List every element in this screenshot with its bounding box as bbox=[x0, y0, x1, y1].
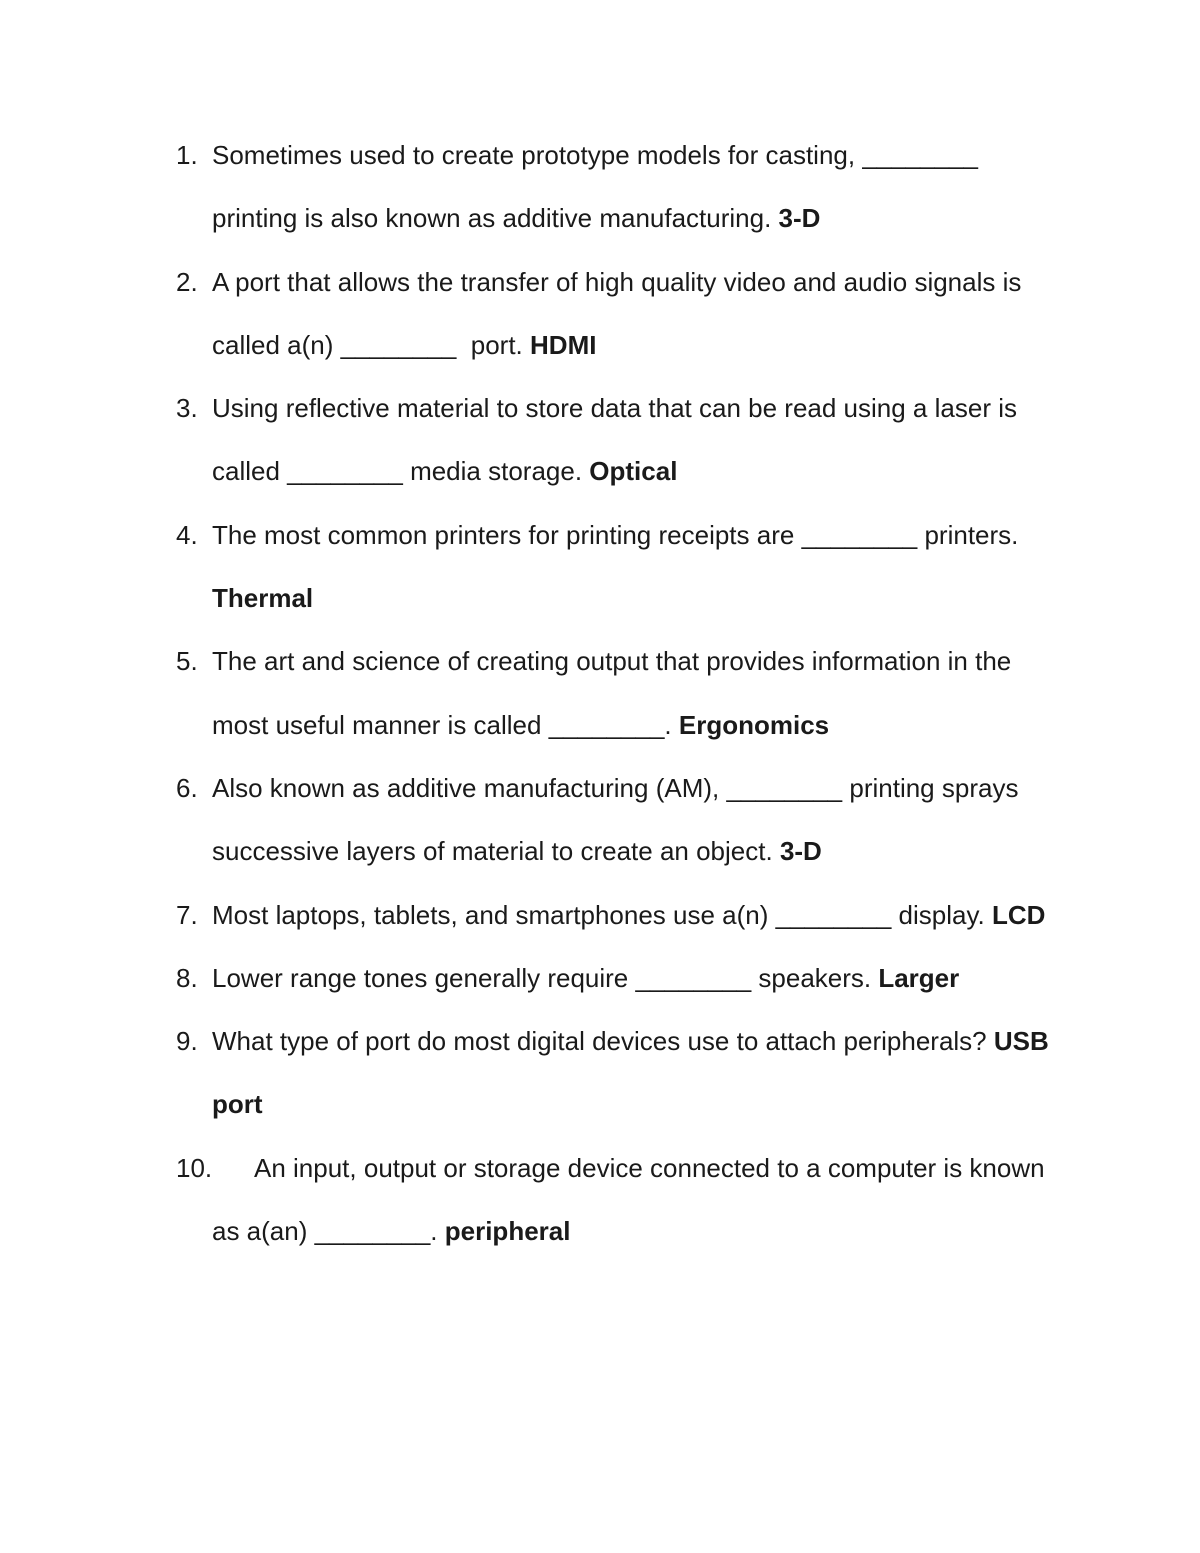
question-text-after: media storage. bbox=[402, 456, 590, 487]
question-number: 3. bbox=[176, 393, 198, 424]
question-number: 2. bbox=[176, 266, 198, 297]
question-item bbox=[176, 377, 1056, 504]
question-item bbox=[176, 630, 1056, 757]
question-number: 8. bbox=[176, 962, 198, 993]
answer-text: LCD bbox=[992, 899, 1046, 930]
answer-text: Optical bbox=[589, 456, 678, 487]
question-text: The art and science of creating output that provides information in the most useful manner is called bbox=[212, 646, 1012, 740]
answer-text: Thermal bbox=[212, 583, 314, 614]
question-text-after: display. bbox=[891, 899, 993, 930]
question-text-after: . bbox=[430, 1216, 445, 1247]
answer-text: HDMI bbox=[530, 329, 597, 360]
question-number: 9. bbox=[176, 1026, 198, 1057]
question-item bbox=[176, 1137, 1056, 1264]
answer-blank: ________ bbox=[775, 899, 892, 930]
answer-blank: ________ bbox=[801, 519, 918, 550]
question-text-after: speakers. bbox=[751, 962, 879, 993]
question-text: Most laptops, tablets, and smartphones use a(n) bbox=[212, 899, 776, 930]
answer-blank: ________ bbox=[726, 772, 843, 803]
answer-blank: ________ bbox=[862, 140, 979, 170]
question-number: 7. bbox=[176, 899, 198, 930]
question-text: The most common printers for printing receipts are bbox=[212, 519, 802, 550]
question-number: 1. bbox=[176, 140, 198, 170]
question-text: A port that allows the transfer of high quality video and audio signals is called a(n) bbox=[212, 266, 1022, 360]
question-number: 5. bbox=[176, 646, 198, 677]
question-text: Lower range tones generally require bbox=[212, 962, 636, 993]
question-text: Sometimes used to create prototype models for casting, bbox=[212, 140, 863, 170]
question-item bbox=[176, 884, 1056, 947]
question-number: 10. bbox=[176, 1152, 213, 1183]
answer-text: Ergonomics bbox=[678, 709, 830, 740]
answer-text: USB port bbox=[212, 1026, 1049, 1120]
question-item bbox=[176, 1010, 1056, 1137]
question-text-after: printers. bbox=[917, 519, 1019, 550]
question-number: 6. bbox=[176, 772, 198, 803]
question-list bbox=[176, 124, 1056, 1263]
answer-blank: ________ bbox=[548, 709, 665, 740]
answer-text: Larger bbox=[878, 962, 960, 993]
question-text: Using reflective material to store data that can be read using a laser is called bbox=[212, 393, 1017, 487]
question-text-after: printing sprays successive layers of material to create an object. bbox=[212, 772, 1019, 867]
answer-blank: ________ bbox=[635, 962, 752, 993]
question-item bbox=[176, 251, 1056, 378]
answer-text: 3-D bbox=[779, 836, 822, 867]
question-item bbox=[176, 947, 1056, 1010]
question-item bbox=[176, 124, 1056, 251]
answer-text: peripheral bbox=[444, 1216, 571, 1247]
question-text: What type of port do most digital devices use to attach peripherals? bbox=[212, 1026, 994, 1057]
question-item bbox=[176, 757, 1056, 884]
question-text: Also known as additive manufacturing (AM), bbox=[212, 772, 727, 803]
question-item bbox=[176, 504, 1056, 631]
question-text-after: port. bbox=[456, 329, 531, 360]
answer-blank: ________ bbox=[287, 456, 403, 487]
question-text-after: . bbox=[664, 709, 679, 740]
question-number: 4. bbox=[176, 519, 198, 550]
answer-text: 3-D bbox=[778, 203, 821, 234]
question-text: An input, output or storage device connected to a computer is known as a(an) bbox=[212, 1152, 1045, 1247]
answer-blank: ________ bbox=[340, 329, 457, 360]
answer-blank: ________ bbox=[314, 1216, 431, 1247]
question-text-after: printing is also known as additive manufacturing. bbox=[212, 203, 779, 234]
